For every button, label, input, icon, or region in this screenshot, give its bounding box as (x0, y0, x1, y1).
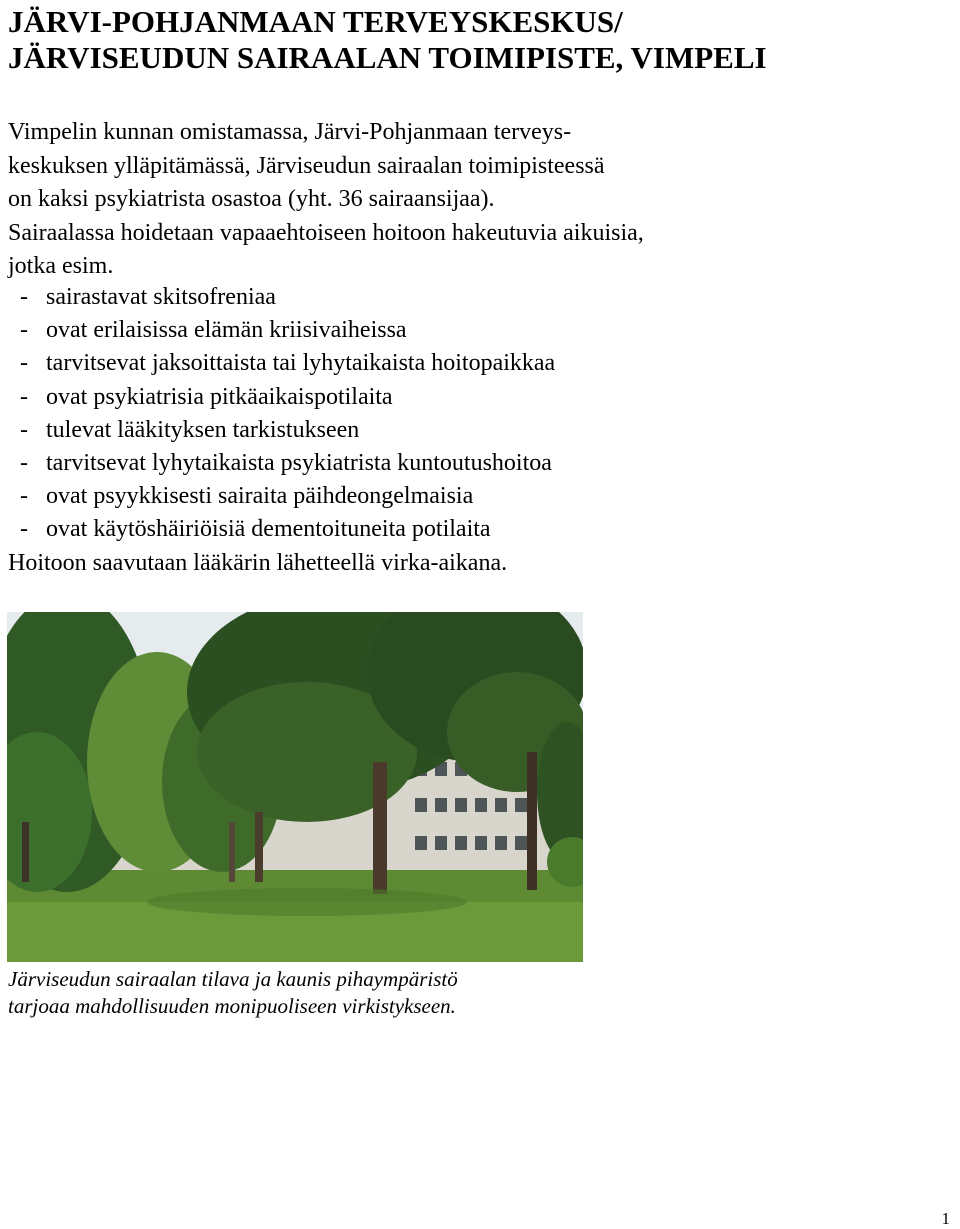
list-item-text: ovat käytöshäiriöisiä dementoituneita potilaita (46, 516, 491, 543)
list-item: - sairastavat skitsofreniaa (20, 284, 276, 310)
list-item: - ovat erilaisissa elämän kriisivaiheissa (20, 317, 407, 344)
hospital-grounds-photo (7, 612, 583, 962)
list-item: - tulevat lääkityksen tarkistukseen (20, 416, 360, 443)
photo-caption (8, 966, 458, 1020)
list-item: - tarvitsevat lyhytaikaista psykiatrista kuntoutushoitoa (20, 450, 552, 477)
caption-line-2: tarjoaa mahdollisuuden monipuoliseen virkistykseen. (8, 994, 456, 1018)
list-item-text: ovat psyykkisesti sairaita päihdeongelmaisia (46, 483, 474, 510)
list-item-text: tarvitsevat lyhytaikaista psykiatrista kuntoutushoitoa (46, 450, 552, 477)
list-item: - ovat käytöshäiriöisiä dementoituneita potilaita (20, 516, 491, 543)
intro-line: Vimpelin kunnan omistamassa, Järvi-Pohjanmaan terveys- (8, 119, 572, 145)
document-title (8, 4, 767, 76)
title-line-1: JÄRVI-POHJANMAAN TERVEYSKESKUS/ (8, 4, 623, 39)
intro-line: jotka esim. (8, 253, 114, 279)
patient-group-list (20, 281, 555, 547)
closing-sentence: Hoitoon saavutaan lääkärin lähetteellä virka-aikana. (8, 550, 508, 576)
list-item-text: tulevat lääkityksen tarkistukseen (46, 416, 360, 443)
intro-line: on kaksi psykiatrista osastoa (yht. 36 sairaansijaa). (8, 186, 495, 212)
list-item-text: ovat erilaisissa elämän kriisivaiheissa (46, 317, 407, 344)
list-item: - ovat psyykkisesti sairaita päihdeongelmaisia (20, 483, 474, 510)
list-item: - tarvitsevat jaksoittaista tai lyhytaikaista hoitopaikkaa (20, 350, 556, 377)
list-item: - ovat psykiatrisia pitkäaikaispotilaita (20, 383, 393, 410)
intro-line: keskuksen ylläpitämässä, Järviseudun sairaalan toimipisteessä (8, 152, 605, 179)
caption-line-1: Järviseudun sairaalan tilava ja kaunis pihaympäristö (8, 967, 458, 991)
page-number: 1 (941, 1209, 950, 1228)
list-item-text: sairastavat skitsofreniaa (46, 284, 276, 310)
title-line-2: JÄRVISEUDUN SAIRAALAN TOIMIPISTE, VIMPELI (8, 40, 767, 75)
list-item-text: ovat psykiatrisia pitkäaikaispotilaita (46, 383, 393, 410)
list-item-text: tarvitsevat jaksoittaista tai lyhytaikaista hoitopaikkaa (46, 350, 556, 377)
intro-paragraph (8, 116, 948, 284)
intro-line: Sairaalassa hoidetaan vapaaehtoiseen hoitoon hakeutuvia aikuisia, (8, 219, 644, 246)
